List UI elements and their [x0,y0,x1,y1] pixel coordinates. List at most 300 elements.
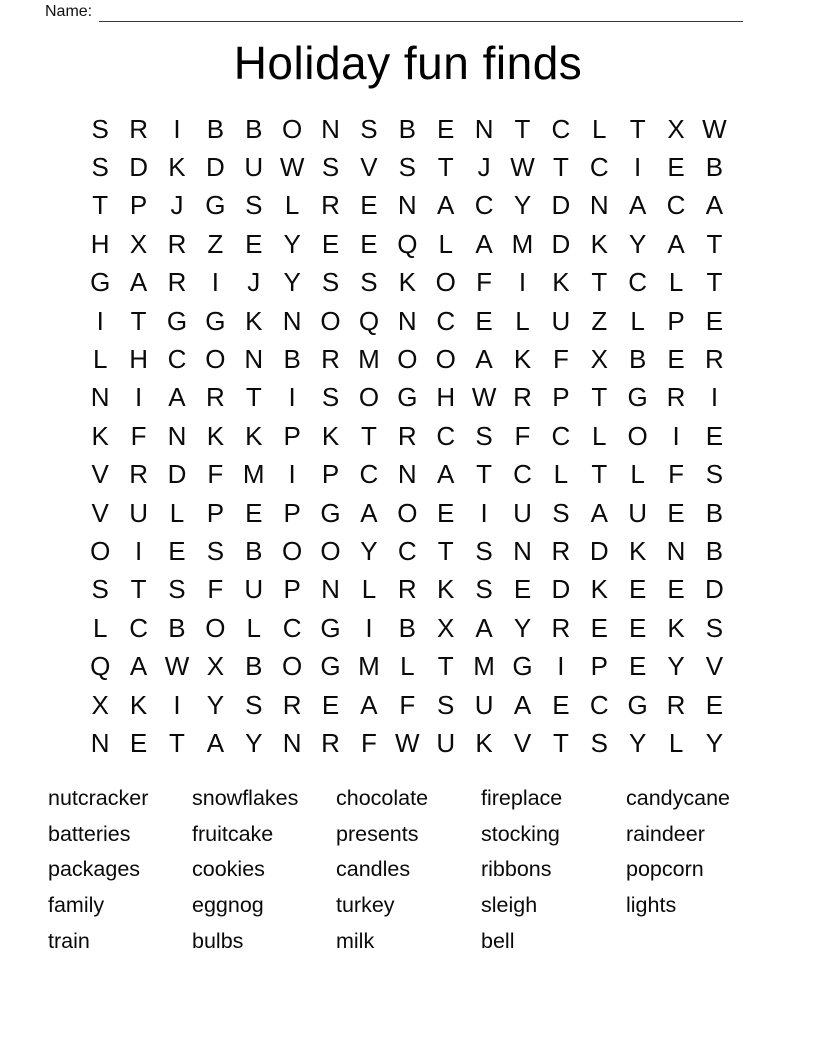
grid-letter: E [667,497,685,528]
grid-letter: G [397,382,418,413]
grid-letter: N [282,305,302,336]
grid-letter: Y [513,612,532,643]
grid-letter: E [552,689,570,720]
grid-letter: O [435,267,456,298]
grid-letter: S [168,574,186,605]
grid-letter: C [551,113,571,144]
grid-letter: L [400,651,415,682]
grid-letter: O [205,612,226,643]
word-list [48,781,772,960]
grid-letter: F [399,689,416,720]
grid-letter: B [245,113,263,144]
grid-letter: E [705,420,724,451]
grid-letter: P [129,190,148,221]
grid-letter: O [90,535,111,566]
grid-letter: L [92,344,108,375]
grid-letter: C [436,305,456,336]
grid-letter: S [91,574,109,605]
grid-letter: Y [360,535,378,566]
grid-letter: T [591,382,608,413]
word-item: stocking [481,821,560,846]
word-item: train [48,928,90,953]
grid-letter: X [129,228,148,259]
word-item: fruitcake [192,821,274,846]
grid-letter: V [91,459,109,490]
grid-letter: T [476,459,493,490]
grid-letter: S [705,612,724,643]
word-item: candles [336,857,411,882]
grid-letter: G [627,382,648,413]
word-search-grid [81,110,734,763]
grid-letter: W [164,651,190,682]
grid-letter: L [169,497,185,528]
grid-letter: S [437,689,455,720]
grid-letter: I [96,305,104,336]
grid-letter: K [590,574,608,605]
grid-letter: W [395,727,420,758]
grid-letter: Q [90,651,111,682]
grid-letter: Y [513,190,532,221]
grid-letter: D [551,574,571,605]
grid-letter: O [358,382,380,413]
grid-letter: E [475,305,493,336]
grid-letter: Y [245,727,263,758]
grid-letter: R [397,574,417,605]
grid-letter: G [166,305,188,336]
grid-letter: K [513,344,532,375]
grid-letter: L [438,228,453,259]
grid-letter: E [628,574,647,605]
word-list-column [336,781,481,960]
word-item: eggnog [192,893,264,918]
word-item: snowflakes [192,786,299,810]
grid-letter: T [629,113,646,144]
grid-letter: I [634,152,642,183]
grid-letter: R [397,420,417,451]
grid-letter: D [129,152,148,183]
grid-letter: Y [667,651,685,682]
grid-letter: M [358,344,380,375]
grid-letter: B [705,152,724,183]
grid-letter: E [360,190,378,221]
grid-letter: D [551,228,571,259]
grid-letter: G [90,267,111,298]
grid-letter: R [551,535,571,566]
name-underline [99,1,743,22]
grid-letter: P [321,459,340,490]
word-item: ribbons [481,857,552,882]
grid-letter: I [173,689,181,720]
grid-letter: N [397,305,417,336]
grid-letter: T [706,228,723,259]
grid-letter: A [590,497,608,528]
grid-letter: C [436,420,456,451]
grid-letter: P [283,497,301,528]
grid-letter: C [628,267,648,298]
grid-letter: L [592,113,607,144]
grid-letter: G [320,612,341,643]
word-item: milk [336,928,375,953]
grid-letter: V [513,727,532,758]
grid-letter: E [168,535,186,566]
grid-letter: N [397,459,417,490]
grid-letter: N [90,382,110,413]
grid-letter: K [91,420,109,451]
grid-letter: U [513,497,532,528]
grid-letter: Z [207,228,224,259]
grid-letter: T [591,267,608,298]
word-item: candycane [626,786,730,810]
grid-letter: M [358,651,380,682]
grid-letter: R [167,228,187,259]
grid-letter: D [705,574,724,605]
grid-letter: H [129,344,148,375]
grid-letter: S [360,267,378,298]
grid-letter: L [668,267,684,298]
grid-letter: T [92,190,109,221]
grid-letter: C [167,344,187,375]
name-label: Name: [45,3,93,20]
grid-letter: C [589,689,609,720]
grid-letter: P [283,574,301,605]
grid-letter: X [667,113,685,144]
grid-letter: L [515,305,530,336]
word-item: bulbs [192,928,244,953]
grid-letter: E [360,228,378,259]
grid-letter: A [475,612,493,643]
grid-letter: A [360,497,378,528]
grid-letter: L [592,420,607,451]
grid-letter: C [513,459,532,490]
word-item: sleigh [481,893,538,918]
grid-letter: S [475,420,493,451]
grid-letter: I [518,267,527,298]
grid-letter: L [92,612,108,643]
grid-letter: A [705,190,724,221]
grid-letter: I [134,382,143,413]
grid-letter: U [129,497,148,528]
grid-letter: E [245,497,263,528]
grid-letter: E [667,152,685,183]
grid-letter: X [206,651,225,682]
grid-letter: K [245,420,263,451]
grid-letter: O [282,651,303,682]
grid-letter: O [282,535,303,566]
grid-letter: N [513,535,532,566]
grid-letter: P [206,497,225,528]
grid-letter: I [480,497,488,528]
grid-letter: U [244,152,264,183]
grid-letter: Y [283,267,301,298]
grid-letter: R [705,344,724,375]
grid-letter: D [589,535,609,566]
grid-letter: K [168,152,186,183]
grid-letter: W [279,152,305,183]
grid-letter: A [437,459,455,490]
grid-letter: S [245,689,263,720]
grid-letter: S [321,267,340,298]
grid-letter: K [590,228,608,259]
grid-letter: C [129,612,148,643]
grid-letter: R [129,113,148,144]
grid-letter: T [360,420,377,451]
grid-letter: Y [206,689,225,720]
grid-letter: B [168,612,186,643]
word-list-column [481,781,626,960]
word-item: packages [48,857,141,882]
grid-letter: E [513,574,532,605]
grid-letter: N [90,727,110,758]
grid-letter: O [397,344,418,375]
grid-letter: O [320,535,341,566]
grid-letter: I [288,382,296,413]
grid-letter: Q [397,228,418,259]
grid-letter: B [705,535,724,566]
grid-letter: X [590,344,608,375]
grid-letter: T [130,574,147,605]
grid-letter: K [552,267,570,298]
grid-letter: A [168,382,186,413]
grid-letter: V [360,152,378,183]
word-item: fireplace [481,786,563,810]
grid-letter: J [170,190,184,221]
grid-letter: C [474,190,494,221]
grid-letter: U [628,497,648,528]
grid-letter: I [134,535,143,566]
grid-letter: K [437,574,455,605]
grid-letter: C [282,612,302,643]
grid-letter: W [510,152,535,183]
grid-letter: S [398,152,416,183]
grid-letter: Z [591,305,608,336]
word-item: popcorn [626,857,704,882]
grid-letter: R [513,382,532,413]
grid-letter: F [360,727,377,758]
grid-letter: R [321,727,340,758]
grid-letter: E [667,574,685,605]
word-item: lights [626,893,677,918]
grid-letter: F [514,420,531,451]
grid-letter: J [477,152,491,183]
grid-letter: P [552,382,570,413]
grid-letter: N [321,574,340,605]
grid-letter: F [130,420,147,451]
grid-letter: N [282,727,302,758]
grid-letter: K [245,305,263,336]
grid-letter: V [705,651,724,682]
grid-letter: Q [358,305,380,336]
grid-letter: Y [705,727,724,758]
grid-letter: A [475,228,493,259]
grid-letter: X [91,689,109,720]
grid-letter: T [514,113,531,144]
grid-letter: X [437,612,455,643]
grid-letter: R [666,689,686,720]
grid-letter: I [672,420,680,451]
grid-letter: O [282,113,303,144]
grid-letter: O [435,344,456,375]
grid-letter: B [705,497,724,528]
grid-letter: A [129,267,148,298]
grid-letter: P [590,651,608,682]
grid-letter: S [475,535,493,566]
grid-letter: Y [628,228,647,259]
grid-letter: W [702,113,727,144]
grid-letter: E [245,228,263,259]
grid-letter: N [321,113,340,144]
grid-letter: T [437,535,454,566]
grid-letter: F [207,459,224,490]
word-item: cookies [192,857,265,882]
grid-letter: C [589,152,609,183]
grid-letter: L [284,190,300,221]
word-list-column [192,781,336,960]
grid-letter: G [320,651,341,682]
grid-letter: D [551,190,571,221]
grid-letter: P [667,305,685,336]
grid-letter: R [321,344,340,375]
grid-letter: C [359,459,379,490]
grid-letter: T [169,727,185,758]
grid-letter: K [129,689,148,720]
grid-letter: U [551,305,571,336]
grid-letter: S [206,535,225,566]
grid-letter: E [129,727,148,758]
grid-letter: N [244,344,264,375]
word-item: nutcracker [48,786,149,810]
grid-letter: C [551,420,571,451]
grid-letter: L [668,727,684,758]
grid-letter: C [397,535,417,566]
grid-letter: I [365,612,373,643]
word-item: turkey [336,893,395,918]
grid-letter: I [288,459,296,490]
grid-letter: K [475,727,493,758]
grid-letter: T [706,267,723,298]
grid-letter: A [513,689,532,720]
grid-letter: B [206,113,225,144]
grid-letter: G [320,497,341,528]
grid-letter: F [476,267,493,298]
grid-letter: E [590,612,608,643]
grid-letter: T [437,152,454,183]
grid-letter: R [205,382,225,413]
grid-letter: E [705,305,724,336]
grid-letter: N [474,113,494,144]
grid-letter: S [705,459,724,490]
grid-letter: O [205,344,226,375]
grid-letter: A [360,689,378,720]
grid-letter: T [591,459,608,490]
grid-letter: Y [283,228,301,259]
grid-letter: P [283,420,301,451]
grid-letter: S [590,727,608,758]
grid-letter: T [245,382,262,413]
grid-letter: G [205,305,226,336]
word-item: chocolate [336,786,429,810]
grid-letter: R [666,382,686,413]
grid-letter: L [553,459,569,490]
grid-letter: B [283,344,301,375]
word-item: family [48,893,105,918]
grid-letter: C [666,190,686,221]
grid-letter: S [245,190,263,221]
grid-letter: E [321,689,340,720]
grid-letter: T [437,651,454,682]
grid-letter: R [551,612,571,643]
grid-letter: R [129,459,148,490]
grid-letter: A [475,344,493,375]
grid-letter: M [473,651,495,682]
grid-letter: T [130,305,147,336]
page-title: Holiday fun finds [233,37,583,89]
grid-letter: S [321,152,340,183]
grid-letter: U [244,574,264,605]
grid-letter: A [628,190,647,221]
grid-letter: V [91,497,109,528]
grid-letter: N [666,535,686,566]
word-item: bell [481,928,515,953]
grid-letter: E [667,344,685,375]
grid-letter: S [91,152,109,183]
grid-letter: E [437,113,455,144]
grid-letter: F [668,459,684,490]
grid-letter: G [627,689,648,720]
grid-letter: F [552,344,569,375]
grid-letter: K [628,535,647,566]
grid-letter: O [627,420,648,451]
word-item: batteries [48,821,131,846]
grid-letter: O [320,305,341,336]
grid-letter: U [436,727,456,758]
grid-letter: S [475,574,493,605]
word-item: presents [336,821,419,846]
grid-letter: K [667,612,685,643]
grid-letter: Y [628,727,647,758]
grid-letter: E [705,689,724,720]
grid-letter: L [630,305,645,336]
grid-letter: K [321,420,340,451]
grid-letter: B [398,113,416,144]
word-list-column [48,781,192,960]
grid-letter: J [247,267,261,298]
grid-letter: E [628,651,647,682]
grid-letter: M [242,459,265,490]
grid-letter: N [167,420,187,451]
grid-letter: R [282,689,302,720]
grid-letter: R [167,267,187,298]
grid-letter: W [471,382,497,413]
grid-letter: M [511,228,534,259]
grid-letter: B [245,651,263,682]
grid-letter: D [167,459,187,490]
grid-letter: K [206,420,225,451]
grid-letter: L [361,574,377,605]
grid-letter: F [207,574,224,605]
grid-letter: N [397,190,417,221]
word-list-column [626,781,772,960]
grid-letter: K [398,267,416,298]
grid-letter: A [206,727,225,758]
grid-letter: G [205,190,226,221]
grid-letter: S [321,382,340,413]
grid-letter: O [397,497,418,528]
grid-letter: S [360,113,378,144]
word-item: raindeer [626,821,705,846]
grid-letter: N [589,190,609,221]
grid-letter: H [90,228,110,259]
grid-letter: A [667,228,685,259]
